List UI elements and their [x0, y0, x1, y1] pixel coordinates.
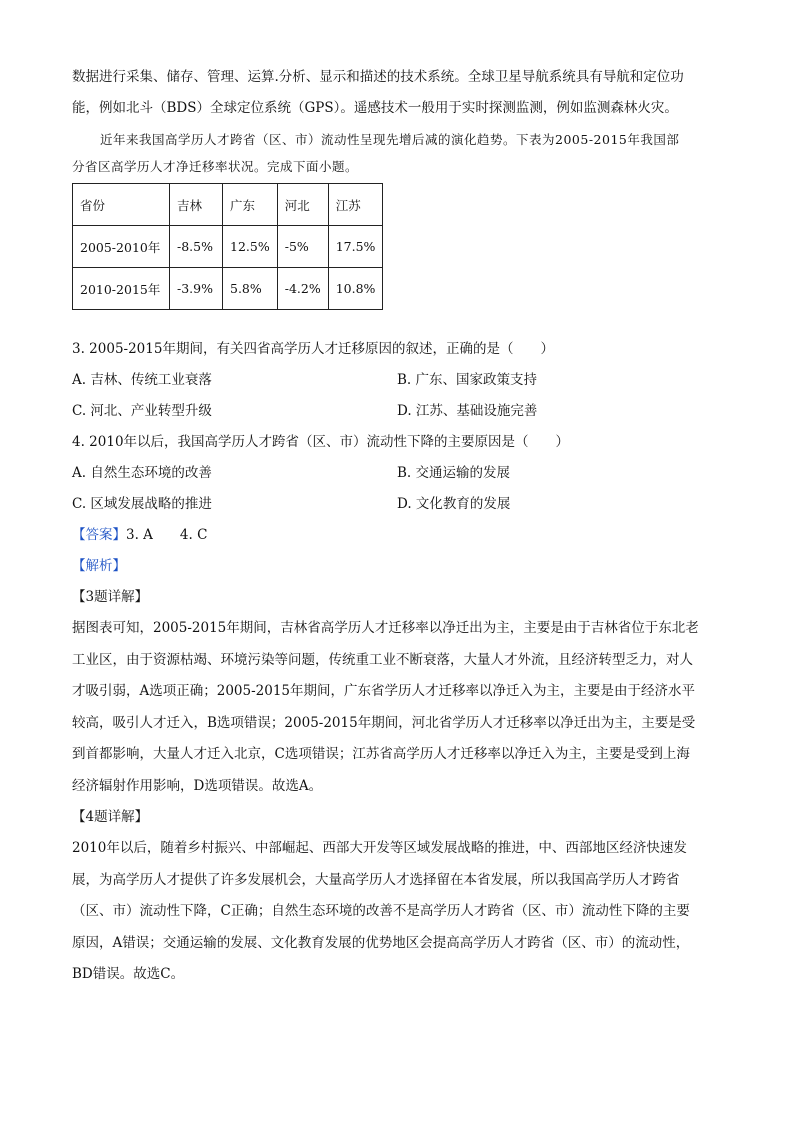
q4-detail-line: 2010年以后，随着乡村振兴、中部崛起、西部大开发等区域发展战略的推进，中、西部地区经济快速发: [72, 840, 687, 856]
document-page: [72, 62, 722, 991]
question-4-option-a: A. 自然生态环境的改善: [72, 465, 212, 481]
q3-detail-line: 到首都影响，大量人才迁入北京，C选项错误；江苏省高学历人才迁移率以净迁入为主，主要是受到上海: [72, 746, 690, 762]
lead-line-1: 近年来我国高学历人才跨省（区、市）流动性呈现先增后减的演化趋势。下表为2005-2015年我国部: [100, 132, 680, 147]
q3-detail-line: 较高，吸引人才迁入，B选项错误；2005-2015年期间，河北省学历人才迁移率以净迁出为主，主要是受: [72, 714, 696, 731]
table-cell: 5.8%: [223, 268, 278, 310]
table-cell: -5%: [277, 226, 328, 268]
question-3-options-row-1: [72, 365, 722, 396]
table-cell: 12.5%: [223, 226, 278, 268]
table-cell: -3.9%: [170, 268, 223, 310]
table-row: [73, 226, 383, 268]
question-4-option-b: B. 交通运输的发展: [397, 465, 511, 481]
table-header-cell: 江苏: [328, 184, 383, 226]
table-cell: 2005-2010年: [73, 226, 170, 268]
table-header-row: [73, 184, 383, 226]
migration-rate-table: [72, 183, 383, 310]
question-4-option-c: C. 区域发展战略的推进: [72, 496, 212, 512]
table-row: [73, 268, 383, 310]
question-3-option-a: A. 吉林、传统工业衰落: [72, 372, 212, 388]
answer-tag: 【答案】: [72, 527, 126, 543]
question-3-option-c: C. 河北、产业转型升级: [72, 403, 212, 419]
q4-detail-line: 原因，A错误；交通运输的发展、文化教育发展的优势地区会提高高学历人才跨省（区、市）的流动性，: [72, 934, 690, 951]
table-cell: 17.5%: [328, 226, 383, 268]
q4-detail-line: BD错误。故选C。: [72, 966, 185, 982]
lead-line-2: 分省区高学历人才净迁移率状况。完成下面小题。: [72, 159, 359, 174]
q3-detail-line: 据图表可知，2005-2015年期间，吉林省高学历人才迁移率以净迁出为主，主要是由于吉林省位于东北老: [72, 620, 699, 636]
question-3-option-b: B. 广东、国家政策支持: [397, 372, 538, 388]
table-header-cell: 广东: [223, 184, 278, 226]
answer-line: [72, 520, 722, 551]
table-header-cell: 吉林: [170, 184, 223, 226]
table-cell: 10.8%: [328, 268, 383, 310]
table-header-cell: 河北: [277, 184, 328, 226]
q4-detail-line: 展，为高学历人才提供了许多发展机会，大量高学历人才选择留在本省发展，所以我国高学历人才跨省: [72, 871, 680, 888]
table-cell: -8.5%: [170, 226, 223, 268]
table-header-cell: 省份: [73, 184, 170, 226]
table-cell: -4.2%: [277, 268, 328, 310]
question-4-option-d: D. 文化教育的发展: [397, 496, 511, 512]
question-3-stem: 3. 2005-2015年期间，有关四省高学历人才迁移原因的叙述，正确的是（ ）: [72, 341, 554, 357]
answer-text: 3. A 4. C: [126, 527, 208, 543]
q3-detail-line: 工业区，由于资源枯竭、环境污染等问题，传统重工业不断衰落，大量人才外流，且经济转型乏力，对人: [72, 651, 693, 668]
q4-detail-heading: 【4题详解】: [72, 809, 149, 825]
question-4-stem: 4. 2010年以后，我国高学历人才跨省（区、市）流动性下降的主要原因是（ ）: [72, 434, 570, 450]
question-4-options-row-1: [72, 458, 722, 489]
intro-line-2: 能，例如北斗（BDS）全球定位系统（GPS）。遥感技术一般用于实时探测监测，例如监测森林火灾。: [72, 100, 678, 116]
q3-detail-line: 经济辐射作用影响，D选项错误。故选A。: [72, 777, 323, 794]
question-3-options-row-2: [72, 396, 722, 427]
q3-detail-line: 才吸引弱，A选项正确；2005-2015年期间，广东省学历人才迁移率以净迁入为主，主要是由于经济水平: [72, 683, 696, 699]
q4-detail-line: （区、市）流动性下降，C正确；自然生态环境的改善不是高学历人才跨省（区、市）流动性下降的主要: [72, 903, 690, 919]
intro-line-1: 数据进行采集、储存、管理、运算.分析、显示和描述的技术系统。全球卫星导航系统具有导航和定位功: [72, 69, 684, 85]
question-4-options-row-2: [72, 489, 722, 520]
q3-detail-heading: 【3题详解】: [72, 589, 149, 605]
table-cell: 2010-2015年: [73, 268, 170, 310]
analysis-tag: 【解析】: [72, 558, 126, 574]
question-3-option-d: D. 江苏、基础设施完善: [397, 403, 538, 419]
